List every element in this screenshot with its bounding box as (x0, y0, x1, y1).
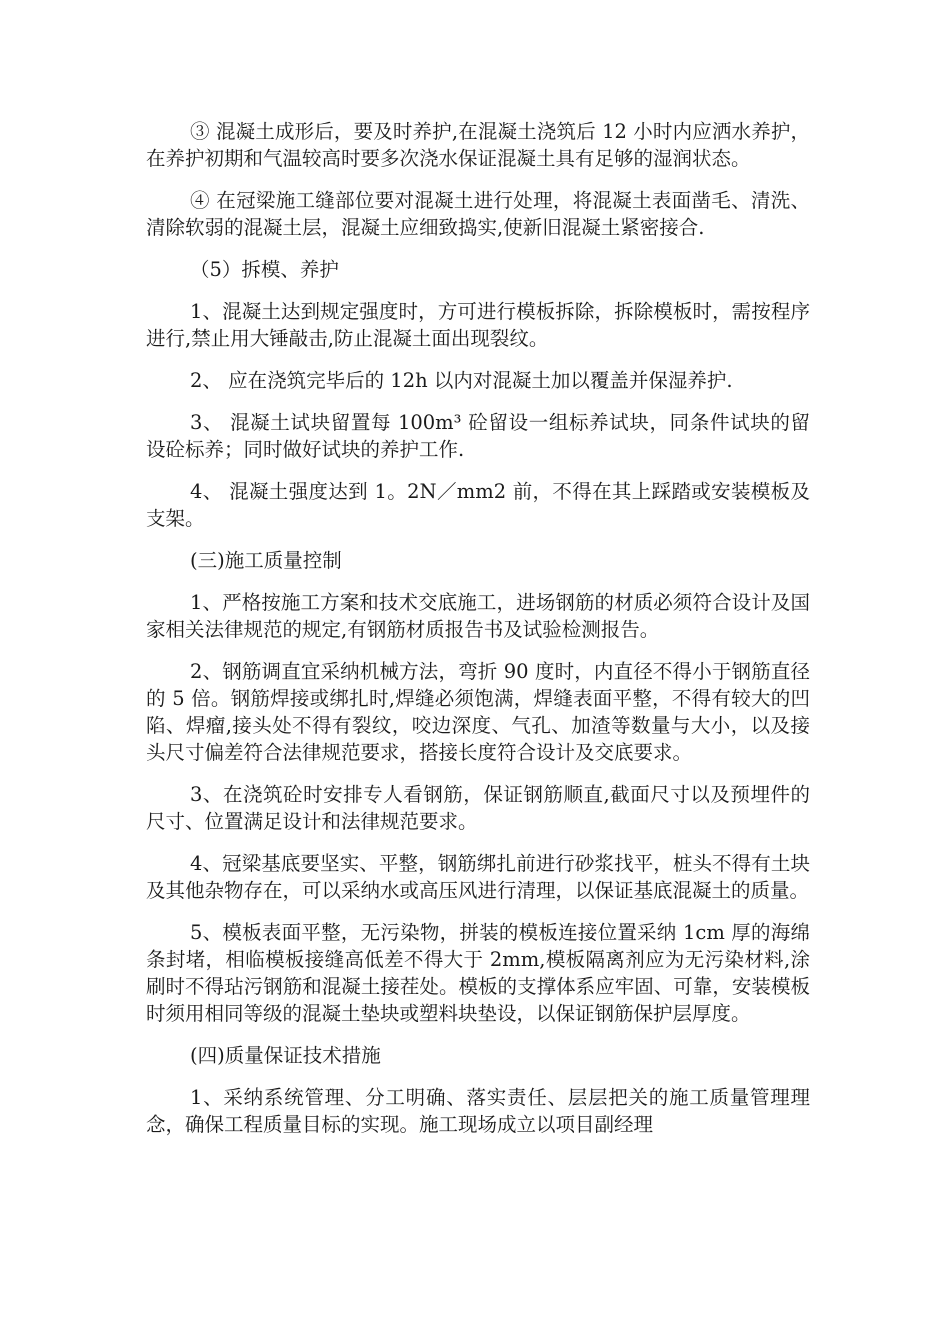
section-heading-formwork-removal: （5）拆模、养护 (190, 258, 339, 281)
paragraph-construction-joint: ④ 在冠梁施工缝部位要对混凝土进行处理，将混凝土表面凿毛、清洗、清除软弱的混凝土层，混凝土应细致捣实,使新旧混凝土紧密接合. (146, 189, 810, 239)
section-heading-quality-assurance: (四)质量保证技术措施 (190, 1044, 381, 1067)
paragraph-removal-4: 4、 混凝土强度达到 1。2N／mm2 前，不得在其上踩踏或安装模板及支架。 (146, 480, 810, 530)
paragraph-removal-2: 2、 应在浇筑完毕后的 12h 以内对混凝土加以覆盖并保湿养护. (190, 369, 733, 392)
paragraph-removal-3: 3、 混凝土试块留置每 100m³ 砼留设一组标养试块，同条件试块的留设砼标养；同时做好试块的养护工作. (146, 411, 810, 461)
section-heading-quality-control: (三)施工质量控制 (190, 549, 342, 572)
paragraph-curing: ③ 混凝土成形后，要及时养护,在混凝土浇筑后 12 小时内应洒水养护，在养护初期和气温较高时要多次浇水保证混凝土具有足够的湿润状态。 (146, 120, 810, 170)
paragraph-quality-5: 5、模板表面平整，无污染物，拼装的模板连接位置采纳 1cm 厚的海绵条封堵，相临模板接缝高低差不得大于 2mm,模板隔离剂应为无污染材料,涂刷时不得玷污钢筋和混凝土接茬处。模板的支撑体系应牢固、可靠，安装模板时须用相同等级的混凝土垫块或塑料块垫设，以保证钢筋保护层厚度。 (146, 921, 810, 1025)
paragraph-quality-4: 4、冠梁基底要坚实、平整，钢筋绑扎前进行砂浆找平，桩头不得有土块及其他杂物存在，可以采纳水或高压风进行清理，以保证基底混凝土的质量。 (146, 852, 810, 902)
paragraph-quality-1: 1、严格按施工方案和技术交底施工，进场钢筋的材质必须符合设计及国家相关法律规范的规定,有钢筋材质报告书及试验检测报告。 (146, 591, 810, 641)
paragraph-removal-1: 1、混凝土达到规定强度时，方可进行模板拆除，拆除模板时，需按程序进行,禁止用大锤敲击,防止混凝土面出现裂纹。 (146, 300, 810, 350)
paragraph-assurance-1: 1、采纳系统管理、分工明确、落实责任、层层把关的施工质量管理理念，确保工程质量目标的实现。施工现场成立以项目副经理 (146, 1086, 810, 1136)
paragraph-quality-2: 2、钢筋调直宜采纳机械方法，弯折 90 度时，内直径不得小于钢筋直径的 5 倍。钢筋焊接或绑扎时,焊缝必须饱满，焊缝表面平整，不得有较大的凹陷、焊瘤,接头处不得有裂纹，咬边深度、气孔、加渣等数量与大小，以及接头尺寸偏差符合法律规范要求，搭接长度符合设计及交底要求。 (146, 660, 810, 764)
document-page (146, 118, 810, 1153)
paragraph-quality-3: 3、在浇筑砼时安排专人看钢筋，保证钢筋顺直,截面尺寸以及预埋件的尺寸、位置满足设计和法律规范要求。 (146, 783, 810, 833)
